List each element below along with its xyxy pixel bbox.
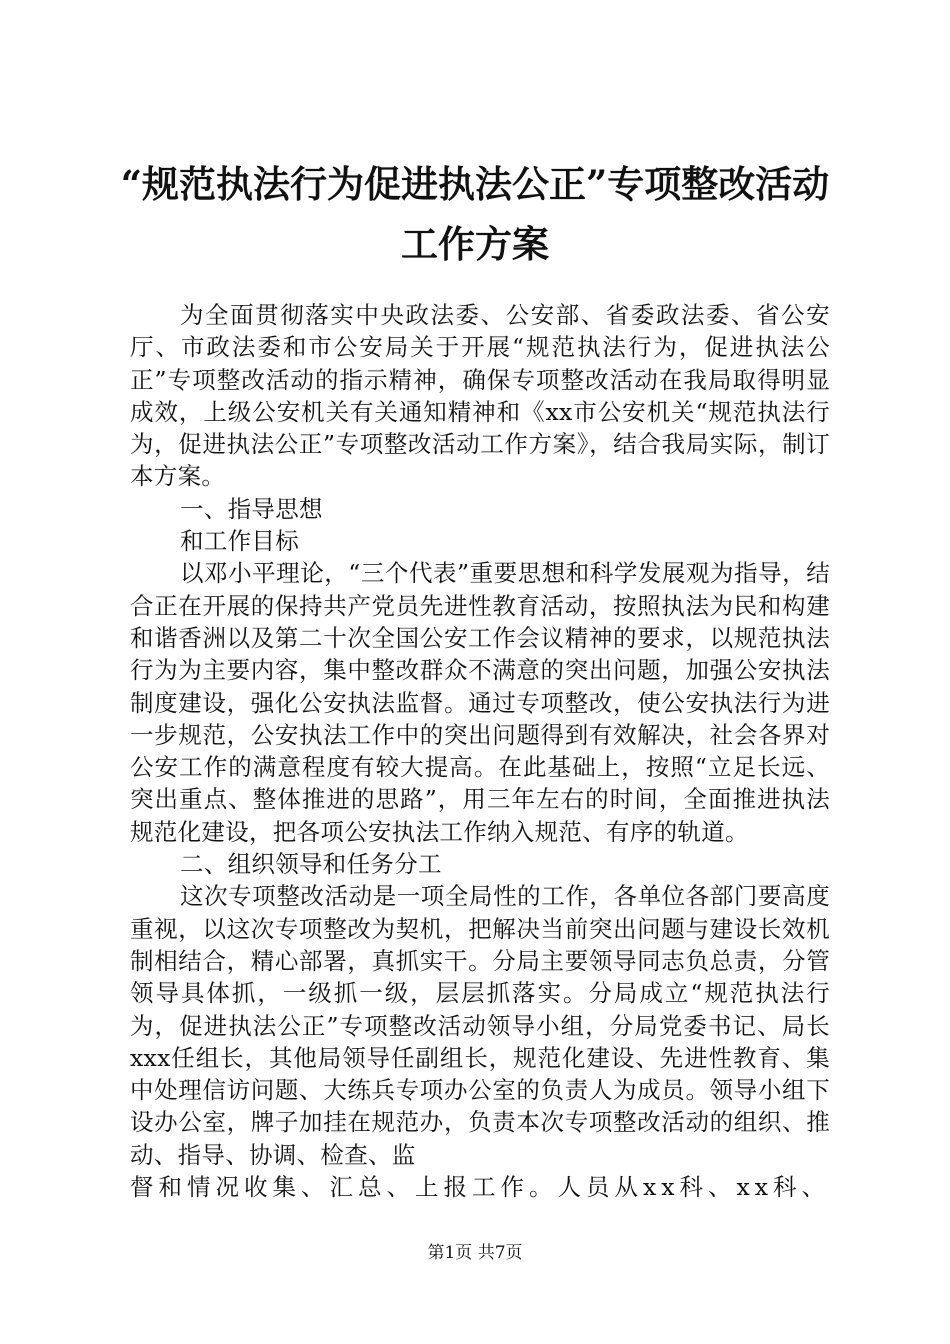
intro-paragraph: 为全面贯彻落实中央政法委、公安部、省委政法委、省公安厅、市政法委和市公安局关于开展“规范执法行为，促进执法公正”专项整改活动的指示精神，确保专项整改活动在我局取得明显成效，上级公安机关有关通知精神和《xx市公安机关“规范执法行为，促进执法公正”专项整改活动工作方案》，结合我局实际，制订本方案。 <box>130 301 830 491</box>
section-heading-continuation: 和工作目标 <box>180 527 299 556</box>
organization-paragraph-last-line: 督和情况收集、汇总、上报工作。人员从xx科、xx科、 <box>130 1173 831 1202</box>
page-number-footer: 第1页 共7页 <box>427 1243 523 1263</box>
section-heading-guiding-ideology: 一、指导思想 <box>180 494 323 523</box>
section-heading-organization: 二、组织领导和任务分工 <box>180 850 442 879</box>
guiding-ideology-paragraph: 以邓小平理论，“三个代表”重要思想和科学发展观为指导，结合正在开展的保持共产党员先进性教育活动，按照执法为民和构建和谐香洲以及第二十次全国公安工作会议精神的要求，以规范执法行为为主要内容，集中整改群众不满意的突出问题，加强公安执法制度建设，强化公安执法监督。通过专项整改，使公安执法行为进一步规范，公安执法工作中的突出问题得到有效解决，社会各界对公安工作的满意程度有较大提高。在此基础上，按照“立足长远、突出重点、整体推进的思路”，用三年左右的时间，全面推进执法规范化建设，把各项公安执法工作纳入规范、有序的轨道。 <box>130 559 830 846</box>
document-title-line-1: “规范执法行为促进执法公正”专项整改活动 <box>120 162 830 206</box>
document-body <box>130 299 830 1203</box>
organization-paragraph: 这次专项整改活动是一项全局性的工作，各单位各部门要高度重视，以这次专项整改为契机，把解决当前突出问题与建设长效机制相结合，精心部署，真抓实干。分局主要领导同志负总责，分管领导具体抓，一级抓一级，层层抓落实。分局成立“规范执法行为，促进执法公正”专项整改活动领导小组，分局党委书记、局长xxx任组长，其他局领导任副组长，规范化建设、先进性教育、集中处理信访问题、大练兵专项办公室的负责人为成员。领导小组下设办公室，牌子加挂在规范办，负责本次专项整改活动的组织、推动、指导、协调、检查、监 <box>130 882 830 1169</box>
document-title-line-2: 工作方案 <box>401 222 549 266</box>
